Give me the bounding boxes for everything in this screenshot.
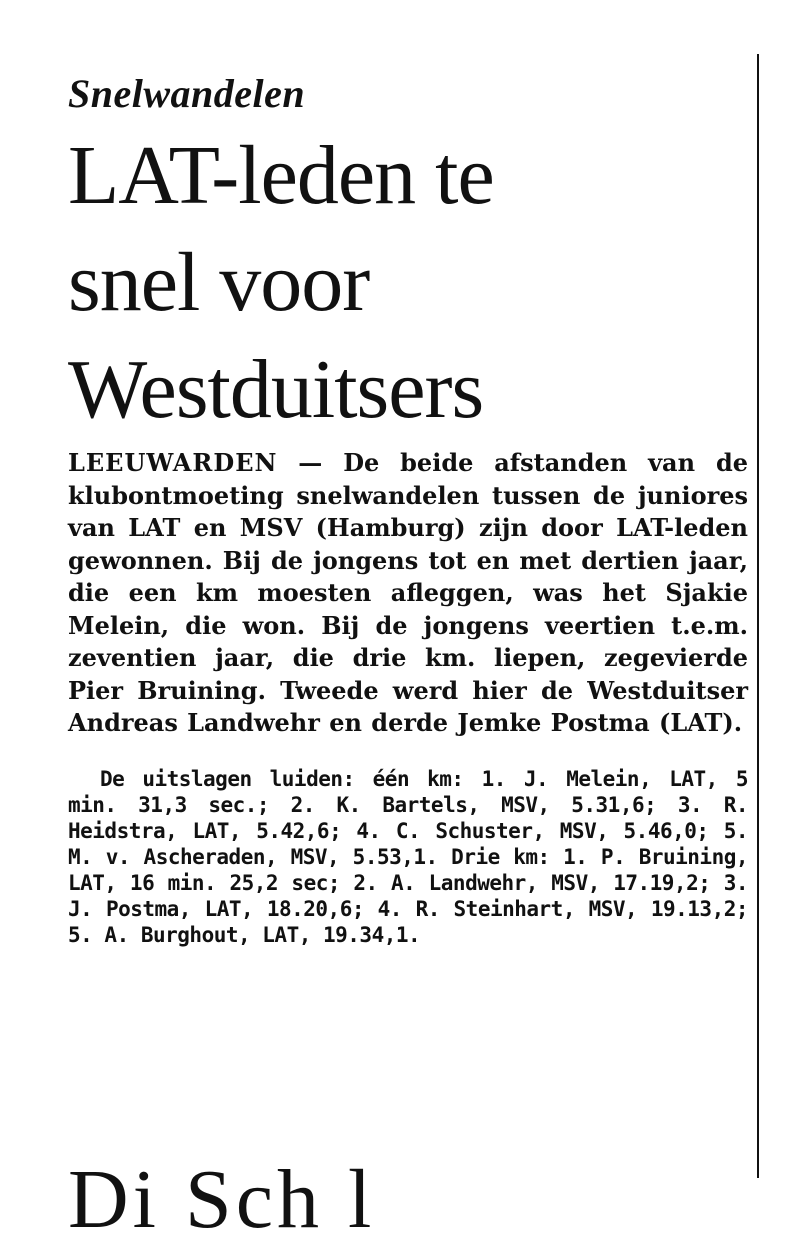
column-rule bbox=[757, 54, 759, 1178]
article bbox=[68, 60, 748, 948]
lead-paragraph bbox=[68, 447, 748, 740]
lead-body: — De beide afstanden van de klubontmoeting snelwandelen tussen de juniores van LAT en MSV (Hamburg) zijn door LAT-leden gewonnen. Bij de jongens tot en met dertien jaar, die een km moesten afleggen, was het Sjakie Melein, die won. Bij de jongens veertien t.e.m. zeventien jaar, die drie km. liepen, zegevierde Pier Bruining. Tweede werd hier de Westduitser Andreas Landwehr en derde Jemke Postma (LAT). bbox=[68, 448, 748, 737]
article-headline bbox=[68, 122, 748, 443]
results-paragraph: De uitslagen luiden: één km: 1. J. Melein, LAT, 5 min. 31,3 sec.; 2. K. Bartels, MSV, 5.31,6; 3. R. Heidstra, LAT, 5.42,6; 4. C. Schuster, MSV, 5.46,0; 5. M. v. Ascheraden, MSV, 5.53,1. Drie km: 1. P. Bruining, LAT, 16 min. 25,2 sec; 2. A. Landwehr, MSV, 17.19,2; 3. J. Postma, LAT, 18.20,6; 4. R. Steinhart, MSV, 19.13,2; 5. A. Burghout, LAT, 19.34,1. bbox=[68, 766, 748, 947]
headline-line-1: LAT-leden te bbox=[68, 129, 494, 222]
article-kicker: Snelwandelen bbox=[68, 71, 306, 116]
next-article-headline-fragment: Di Sch l bbox=[68, 1153, 376, 1246]
headline-line-2: snel voor bbox=[68, 236, 370, 329]
headline-line-3: Westduitsers bbox=[68, 343, 484, 436]
dateline: LEEUWARDEN bbox=[68, 448, 278, 477]
